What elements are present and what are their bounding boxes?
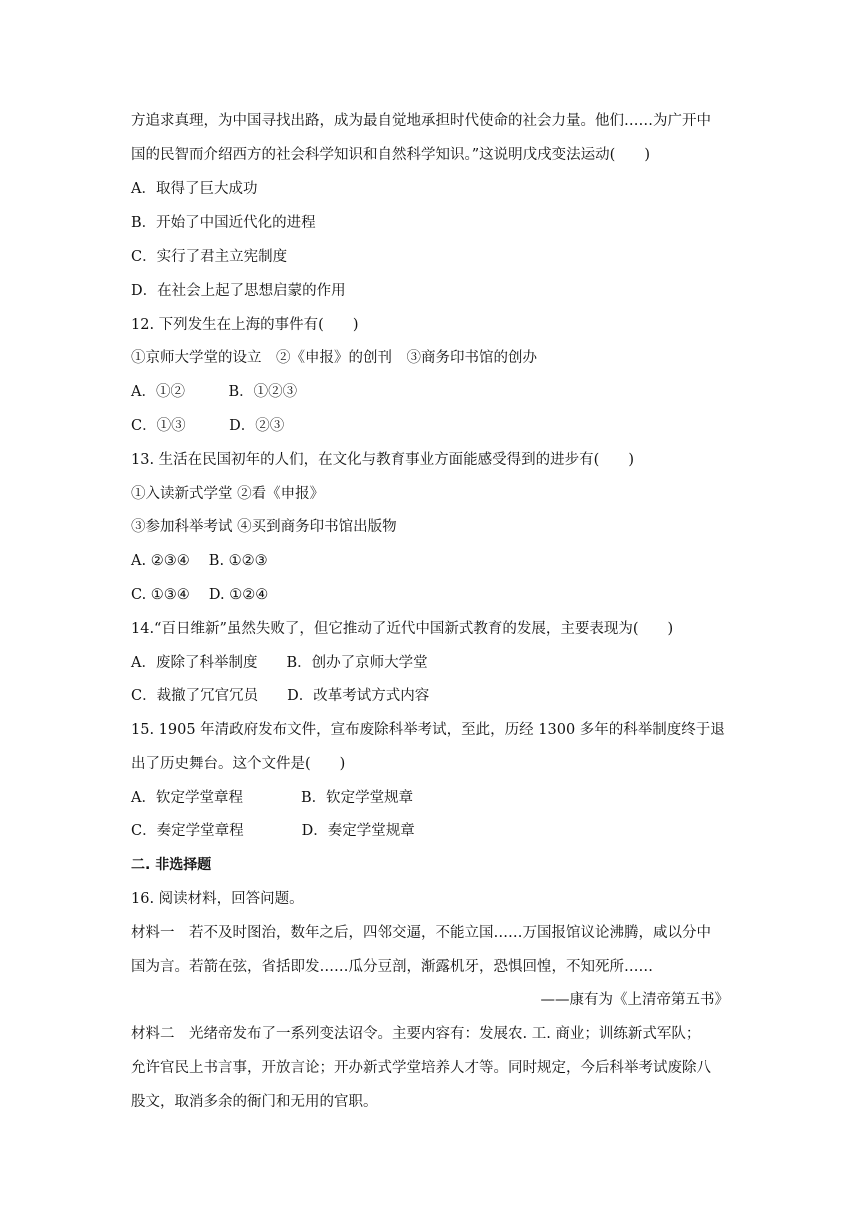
q16-material2-line3: 股文，取消多余的衙门和无用的官职。: [131, 1094, 378, 1110]
q13-options-row1: A. ②③④ B. ①②③: [131, 553, 268, 569]
q11-option-d: D．在社会上起了思想启蒙的作用: [131, 283, 346, 299]
q13-stem: 13. 生活在民国初年的人们，在文化与教育事业方面能感受得到的进步有( ): [131, 452, 634, 468]
q12-options-row1: A．①② B．①②③: [131, 384, 298, 400]
q16-material2-line1: 材料二 光绪帝发布了一系列变法诏令。主要内容有：发展农. 工. 商业；训练新式军队；: [131, 1026, 701, 1042]
q13-items-row2: ③参加科举考试 ④买到商务印书馆出版物: [131, 519, 397, 535]
q11-stem-line2: 国的民智而介绍西方的社会科学知识和自然科学知识。”这说明戊戌变法运动( ): [131, 147, 650, 163]
q14-options-row1: A．废除了科举制度 B．创办了京师大学堂: [131, 655, 428, 671]
q12-items: ①京师大学堂的设立 ②《申报》的创刊 ③商务印书馆的创办: [131, 350, 537, 366]
q15-options-row1: A．钦定学堂章程 B．钦定学堂规章: [131, 790, 414, 806]
q15-stem-line1: 15. 1905 年清政府发布文件，宣布废除科举考试，至此，历经 1300 多年的科举制度终于退: [131, 722, 725, 738]
q11-stem-line1: 方追求真理，为中国寻找出路，成为最自觉地承担时代使命的社会力量。他们……为广开中: [131, 113, 711, 129]
q12-stem: 12. 下列发生在上海的事件有( ): [131, 317, 359, 333]
q13-items-row1: ①入读新式学堂 ②看《申报》: [131, 486, 325, 502]
section2-heading: 二. 非选择题: [131, 857, 212, 873]
q16-material1-line2: 国为言。若箭在弦，省括即发……瓜分豆剖，渐露机牙，恐惧回惶，不知死所……: [131, 959, 653, 975]
q15-options-row2: C．奏定学堂章程 D．奏定学堂规章: [131, 823, 415, 839]
q14-options-row2: C．裁撤了冗官冗员 D．改革考试方式内容: [131, 688, 430, 704]
q11-option-c: C．实行了君主立宪制度: [131, 249, 288, 265]
q16-material2-line2: 允许官民上书言事，开放言论；开办新式学堂培养人才等。同时规定，今后科举考试废除八: [131, 1060, 711, 1076]
q14-stem: 14.“百日维新”虽然失败了，但它推动了近代中国新式教育的发展，主要表现为( ): [131, 621, 674, 637]
q11-option-b: B．开始了中国近代化的进程: [131, 215, 316, 231]
q16-material1-line1: 材料一 若不及时图治，数年之后，四邻交逼，不能立国……万国报馆议论沸腾，咸以分中: [131, 925, 711, 941]
q15-stem-line2: 出了历史舞台。这个文件是( ): [131, 756, 346, 772]
q16-stem: 16. 阅读材料，回答问题。: [131, 891, 304, 907]
q11-option-a: A．取得了巨大成功: [131, 181, 258, 197]
q16-material1-source: ——康有为《上清帝第五书》: [540, 992, 729, 1008]
q13-options-row2: C. ①③④ D. ①②④: [131, 587, 269, 603]
q12-options-row2: C．①③ D．②③: [131, 418, 285, 434]
